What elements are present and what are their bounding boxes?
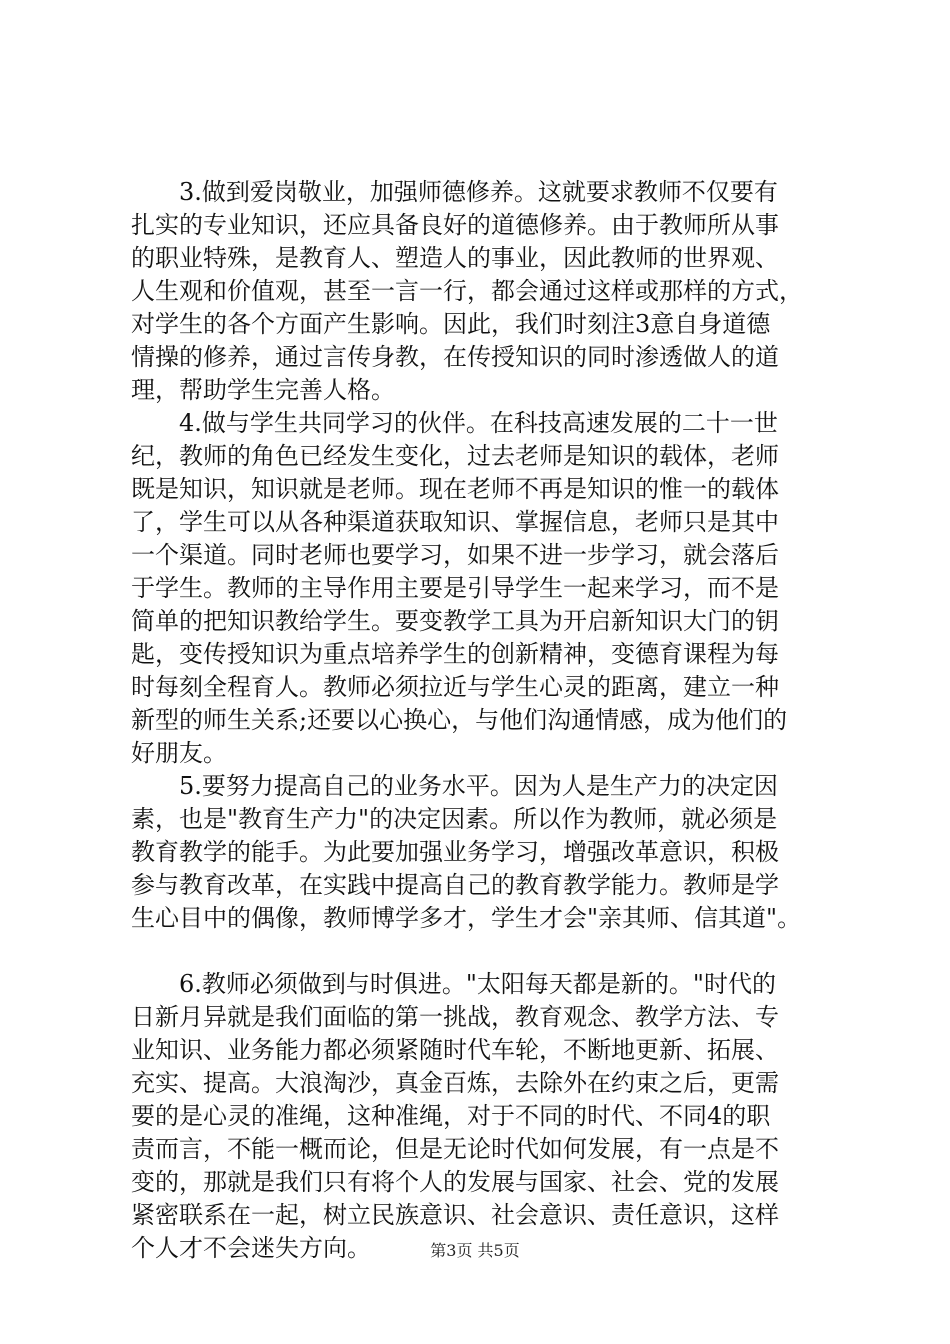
text-line: 5.要努力提高自己的业务水平。因为人是生产力的决定因 [179,772,778,800]
text-line: 于学生。教师的主导作用主要是引导学生一起来学习，而不是 [131,574,779,602]
text-line: 的职业特殊，是教育人、塑造人的事业，因此教师的世界观、 [131,244,779,272]
text-line: 好朋友。 [131,739,227,767]
text-line: 素，也是"教育生产力"的决定因素。所以作为教师，就必须是 [131,805,778,833]
text-line: 纪，教师的角色已经发生变化，过去老师是知识的载体，老师 [131,442,779,470]
text-line: 生心目中的偶像，教师博学多才，学生才会"亲其师、信其道"。 [131,904,802,932]
text-line: 情操的修养，通过言传身教，在传授知识的同时渗透做人的道 [131,343,779,371]
text-line: 人生观和价值观，甚至一言一行，都会通过这样或那样的方式， [131,277,803,305]
text-line: 充实、提高。大浪淘沙，真金百炼，去除外在约束之后，更需 [131,1069,779,1097]
page-footer: 第3页 共5页 [430,1241,520,1260]
text-line: 既是知识，知识就是老师。现在老师不再是知识的惟一的载体 [131,475,779,503]
text-line: 责而言，不能一概而论，但是无论时代如何发展，有一点是不 [131,1135,779,1163]
text-line: 紧密联系在一起，树立民族意识、社会意识、责任意识，这样 [131,1201,779,1229]
text-line: 3.做到爱岗敬业，加强师德修养。这就要求教师不仅要有 [179,178,778,206]
text-line: 扎实的专业知识，还应具备良好的道德修养。由于教师所从事 [131,211,779,239]
document-body [131,176,829,1265]
text-line: 新型的师生关系;还要以心换心，与他们沟通情感，成为他们的 [131,706,788,734]
text-line: 日新月异就是我们面临的第一挑战，教育观念、教学方法、专 [131,1003,779,1031]
text-line: 了，学生可以从各种渠道获取知识、掌握信息，老师只是其中 [131,508,779,536]
text-line: 理，帮助学生完善人格。 [131,376,395,404]
text-line [131,935,829,968]
text-line: 个人才不会迷失方向。 [131,1234,371,1262]
text-line: 对学生的各个方面产生影响。因此，我们时刻注3意自身道德 [131,310,771,338]
text-line: 一个渠道。同时老师也要学习，如果不进一步学习，就会落后 [131,541,779,569]
text-line: 参与教育改革，在实践中提高自己的教育教学能力。教师是学 [131,871,779,899]
text-line: 时每刻全程育人。教师必须拉近与学生心灵的距离，建立一种 [131,673,779,701]
text-line: 4.做与学生共同学习的伙伴。在科技高速发展的二十一世 [179,409,778,437]
text-line: 匙，变传授知识为重点培养学生的创新精神，变德育课程为每 [131,640,779,668]
text-line: 业知识、业务能力都必须紧随时代车轮，不断地更新、拓展、 [131,1036,779,1064]
text-line: 6.教师必须做到与时俱进。"太阳每天都是新的。"时代的 [179,970,776,998]
text-line: 简单的把知识教给学生。要变教学工具为开启新知识大门的钥 [131,607,779,635]
text-line: 要的是心灵的准绳，这种准绳，对于不同的时代、不同4的职 [131,1102,771,1130]
text-line: 变的，那就是我们只有将个人的发展与国家、社会、党的发展 [131,1168,779,1196]
text-line: 教育教学的能手。为此要加强业务学习，增强改革意识，积极 [131,838,779,866]
